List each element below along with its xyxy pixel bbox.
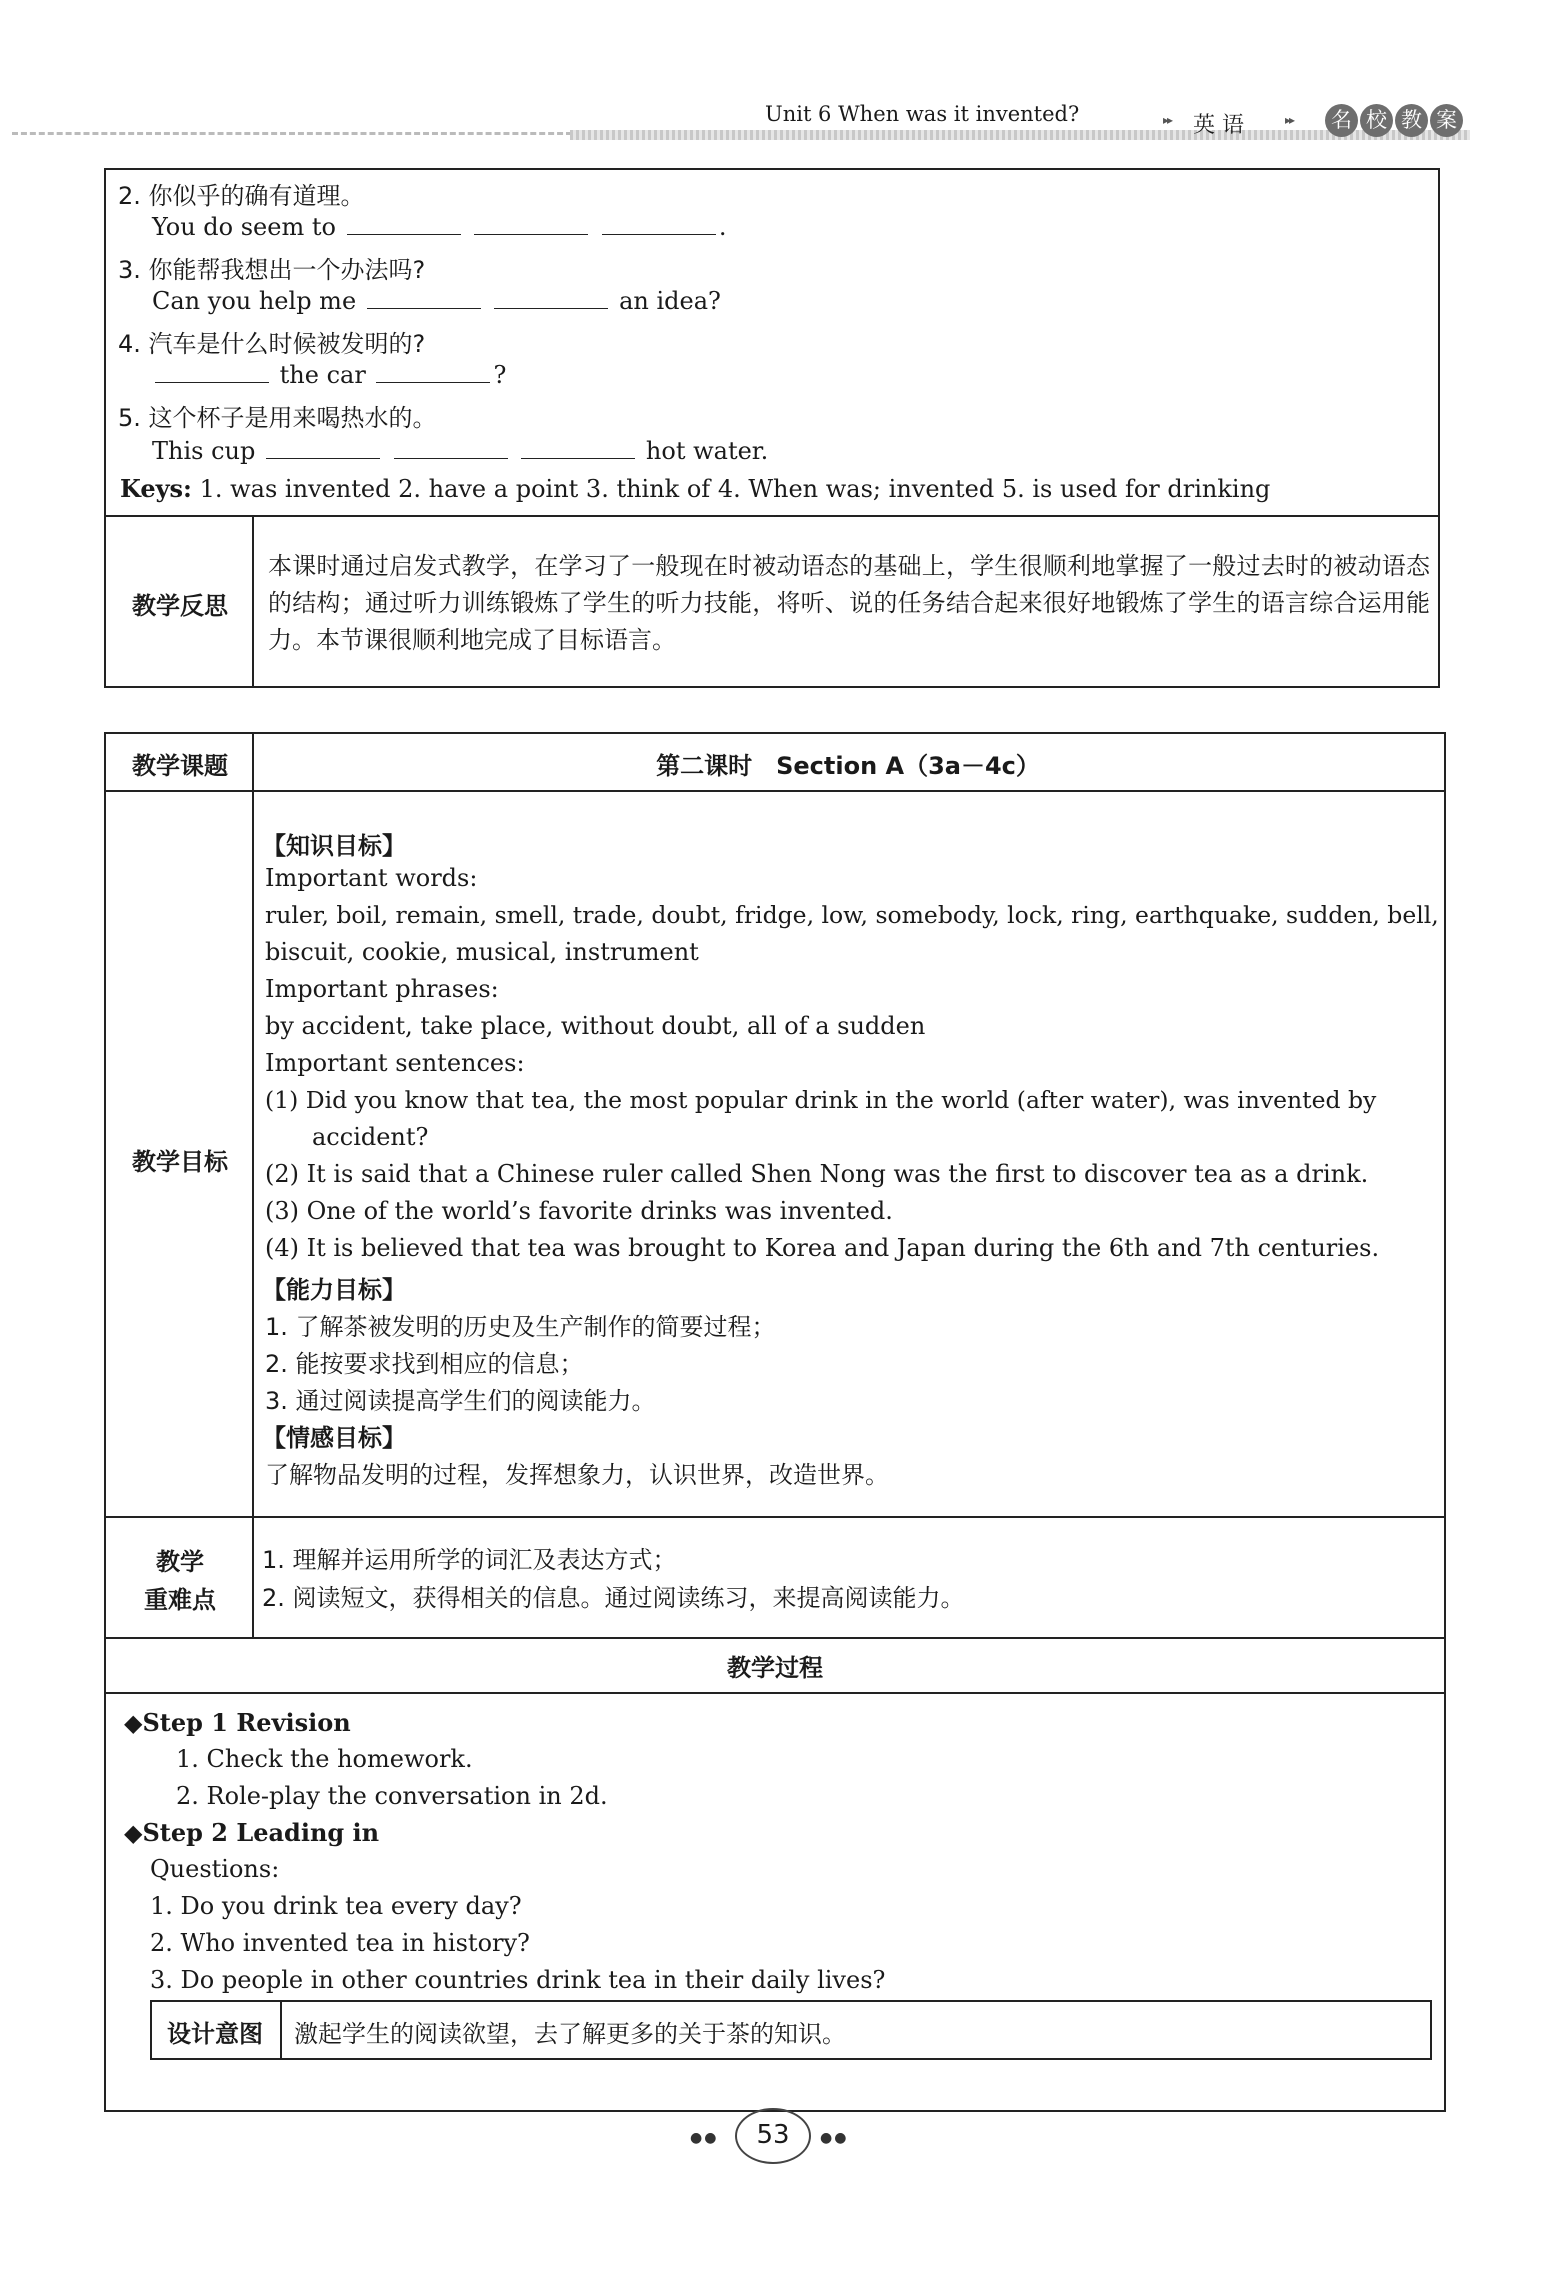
ability-heading: 【能力目标】 bbox=[262, 1276, 406, 1304]
design-text: 激起学生的阅读欲望，去了解更多的关于茶的知识。 bbox=[294, 2020, 846, 2048]
keys-label: Keys: bbox=[120, 474, 192, 503]
divider bbox=[106, 1516, 1444, 1518]
key-point-item: 2. 阅读短文，获得相关的信息。通过阅读练习，来提高阅读能力。 bbox=[262, 1584, 965, 1612]
answer-blank[interactable] bbox=[521, 436, 635, 459]
question-item: 3. Do people in other countries drink tea in their daily lives? bbox=[150, 1966, 886, 1994]
sentence-item: (2) It is said that a Chinese ruler called Shen Nong was the first to discover tea as a drink. bbox=[265, 1160, 1369, 1188]
exercise-item-en: You do seem to . bbox=[152, 213, 727, 241]
brand-char: 教 bbox=[1395, 104, 1428, 137]
sentence-item: (4) It is believed that tea was brought to Korea and Japan during the 6th and 7th centuries. bbox=[265, 1234, 1380, 1262]
answer-keys bbox=[120, 474, 1270, 503]
arrow-icon: ▸▸ bbox=[1285, 113, 1294, 127]
words-label: Important words: bbox=[265, 864, 478, 892]
ability-item: 3. 通过阅读提高学生们的阅读能力。 bbox=[265, 1387, 656, 1415]
ornament-dots: ●● bbox=[690, 2130, 719, 2146]
brand-char: 名 bbox=[1325, 104, 1358, 137]
question-item: 1. Do you drink tea every day? bbox=[150, 1892, 522, 1920]
subject-label: 英 语 bbox=[1193, 113, 1244, 138]
sentence-item: (1) Did you know that tea, the most popular drink in the world (after water), was invented by bbox=[265, 1086, 1377, 1114]
ornament-dots: ●● bbox=[820, 2130, 849, 2146]
diamond-icon: ◆ bbox=[124, 1709, 143, 1737]
sentence-item: (3) One of the world’s favorite drinks was invented. bbox=[265, 1197, 893, 1225]
emotion-heading: 【情感目标】 bbox=[262, 1424, 406, 1452]
process-heading: 教学过程 bbox=[727, 1654, 823, 1682]
words-line: ruler, boil, remain, smell, trade, doubt, fridge, low, somebody, lock, ring, earthquake, sudden, bell, bbox=[265, 901, 1439, 929]
key-point-item: 1. 理解并运用所学的词汇及表达方式； bbox=[262, 1546, 677, 1574]
brand-char: 案 bbox=[1430, 104, 1463, 137]
page-number bbox=[735, 2108, 811, 2168]
answer-blank[interactable] bbox=[376, 360, 490, 383]
divider bbox=[280, 2002, 282, 2058]
answer-blank[interactable] bbox=[394, 436, 508, 459]
divider bbox=[106, 790, 1444, 792]
divider bbox=[252, 734, 254, 1637]
reflection-label: 教学反思 bbox=[132, 592, 228, 620]
exercise-item-en: the car ? bbox=[152, 360, 506, 389]
step-title: ◆Step 2 Leading in bbox=[124, 1818, 380, 1847]
exercise-item-cn: 5. 这个杯子是用来喝热水的。 bbox=[118, 404, 437, 432]
page-header bbox=[0, 100, 1548, 150]
question-item: 2. Who invented tea in history? bbox=[150, 1929, 530, 1957]
topic-label: 教学课题 bbox=[132, 752, 228, 780]
key-points-label: 重难点 bbox=[144, 1586, 216, 1614]
brand-logo bbox=[1325, 104, 1463, 137]
goals-label: 教学目标 bbox=[132, 1148, 228, 1176]
emotion-text: 了解物品发明的过程，发挥想象力，认识世界，改造世界。 bbox=[265, 1461, 889, 1489]
keys-text: 1. was invented 2. have a point 3. think of 4. When was; invented 5. is used for drinking bbox=[199, 475, 1271, 503]
diamond-icon: ◆ bbox=[124, 1819, 143, 1847]
answer-blank[interactable] bbox=[266, 436, 380, 459]
exercise-item-cn: 2. 你似乎的确有道理。 bbox=[118, 182, 365, 210]
words-line: biscuit, cookie, musical, instrument bbox=[265, 938, 699, 966]
knowledge-heading: 【知识目标】 bbox=[262, 832, 406, 860]
exercise-item-cn: 4. 汽车是什么时候被发明的? bbox=[118, 330, 426, 358]
divider bbox=[106, 1692, 1444, 1694]
exercise-item-cn: 3. 你能帮我想出一个办法吗? bbox=[118, 256, 426, 284]
reflection-text: 本课时通过启发式教学，在学习了一般现在时被动语态的基础上，学生很顺利地掌握了一般过去时的被动语态的结构；通过听力训练锻炼了学生的听力技能，将听、说的任务结合起来很好地锻炼了学生的语言综合运用能力。本节课很顺利地完成了目标语言。 bbox=[268, 552, 1430, 654]
arrow-icon: ▸▸ bbox=[1163, 113, 1172, 127]
step-title: ◆Step 1 Revision bbox=[124, 1708, 351, 1737]
step-item: 1. Check the homework. bbox=[176, 1745, 473, 1773]
ability-item: 2. 能按要求找到相应的信息； bbox=[265, 1350, 584, 1378]
divider bbox=[106, 1637, 1444, 1639]
step-item: 2. Role-play the conversation in 2d. bbox=[176, 1782, 608, 1810]
answer-blank[interactable] bbox=[347, 212, 461, 235]
answer-blank[interactable] bbox=[367, 286, 481, 309]
design-label: 设计意图 bbox=[167, 2020, 263, 2048]
answer-blank[interactable] bbox=[494, 286, 608, 309]
divider bbox=[252, 515, 254, 686]
ability-item: 1. 了解茶被发明的历史及生产制作的简要过程； bbox=[265, 1313, 776, 1341]
key-points-label: 教学 bbox=[156, 1548, 204, 1576]
lesson-topic: 第二课时 Section A（3a－4c） bbox=[656, 752, 1040, 780]
page-number-text: 53 bbox=[756, 2120, 790, 2150]
answer-blank[interactable] bbox=[474, 212, 588, 235]
answer-blank[interactable] bbox=[602, 212, 716, 235]
brand-char: 校 bbox=[1360, 104, 1393, 137]
header-dashed-rule bbox=[12, 132, 572, 135]
exercise-item-en: Can you help me an idea? bbox=[152, 287, 721, 315]
phrases-text: by accident, take place, without doubt, all of a sudden bbox=[265, 1012, 926, 1040]
sentences-label: Important sentences: bbox=[265, 1049, 525, 1077]
sentence-item: accident? bbox=[312, 1123, 429, 1151]
divider bbox=[106, 515, 1438, 517]
phrases-label: Important phrases: bbox=[265, 975, 499, 1003]
answer-blank[interactable] bbox=[155, 360, 269, 383]
exercise-item-en: This cup hot water. bbox=[152, 437, 769, 465]
questions-label: Questions: bbox=[150, 1855, 280, 1883]
unit-title: Unit 6 When was it invented? bbox=[765, 102, 1080, 126]
